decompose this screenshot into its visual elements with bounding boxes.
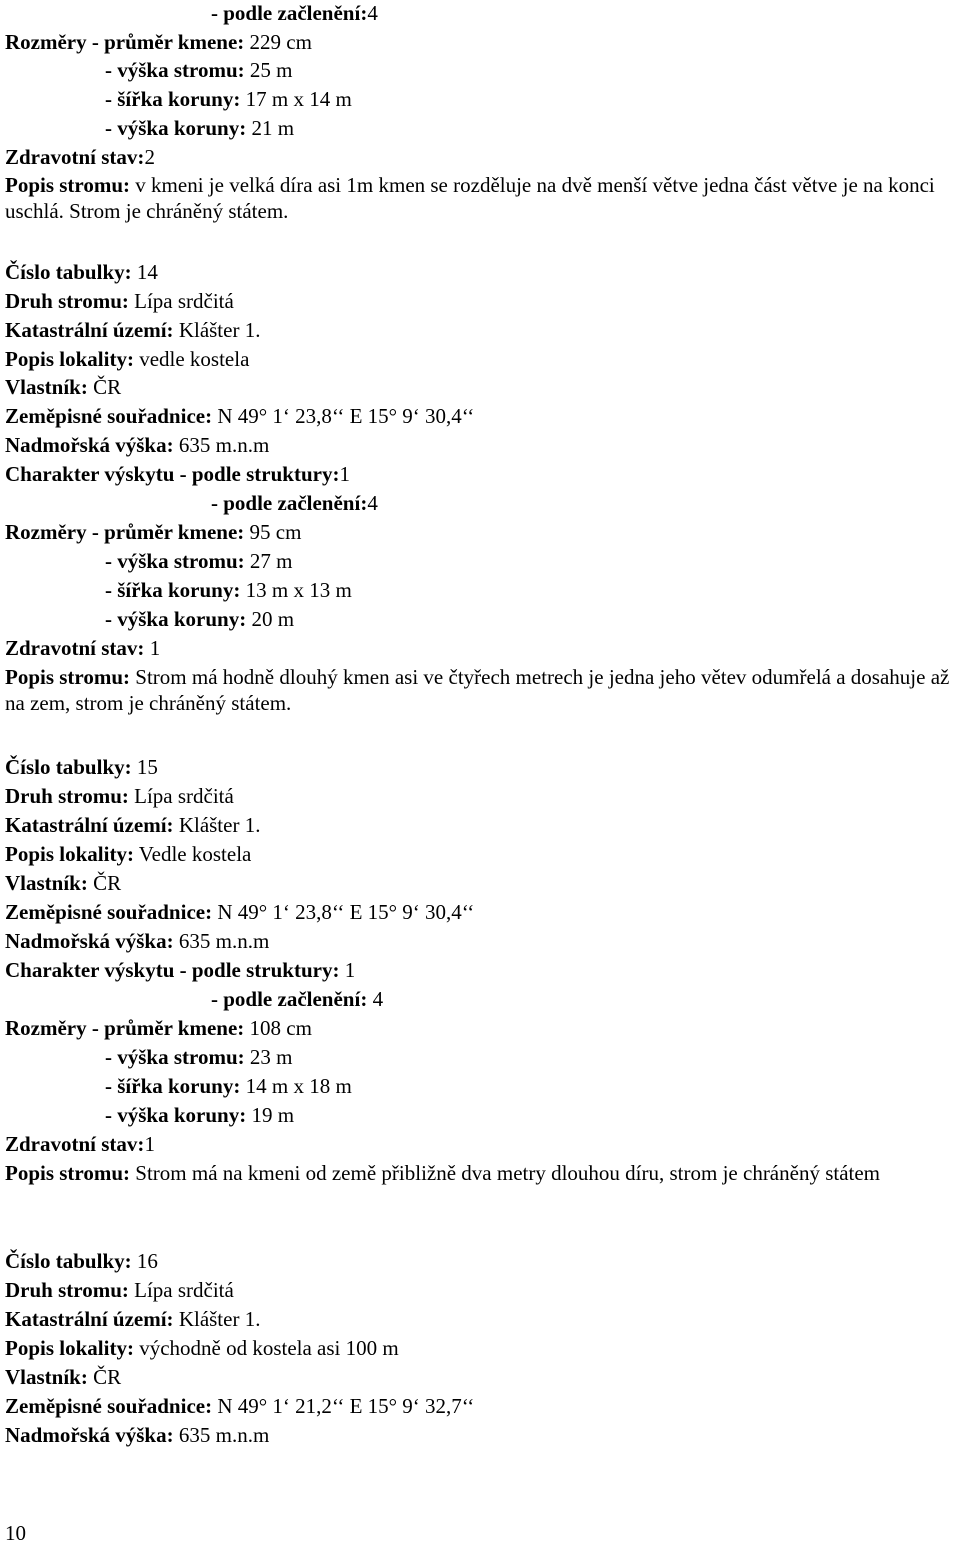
souradnice-value: N 49° 1‘ 21,2‘‘ E 15° 9‘ 32,7‘‘ <box>212 1394 475 1418</box>
prumer-line <box>5 1015 312 1041</box>
vlastnik-line <box>5 374 121 400</box>
katastr-line <box>5 812 260 838</box>
vyska-value: 23 m <box>244 1045 293 1069</box>
nadmorska-label: Nadmořská výška: <box>5 1423 174 1447</box>
vyska-label: - výška stromu: <box>105 549 245 573</box>
sirka-value: 13 m x 13 m <box>240 578 352 602</box>
zaclen-line <box>211 0 378 26</box>
katastr-value: Klášter 1. <box>173 1307 261 1331</box>
zaclen-line <box>211 490 378 516</box>
druh-label: Druh stromu: <box>5 784 129 808</box>
zdrav-line <box>5 144 155 170</box>
popis-label: Popis stromu: <box>5 173 131 197</box>
lokalita-value: Vedle kostela <box>133 842 252 866</box>
druh-value: Lípa srdčitá <box>128 784 234 808</box>
popis-value: Strom má na kmeni od země přibližně dva metry dlouhou díru, strom je chráněný státem <box>130 1161 881 1185</box>
sirka-value: 17 m x 14 m <box>240 87 352 111</box>
zdrav-value: 1 <box>144 1132 155 1156</box>
zdrav-line <box>5 1131 155 1157</box>
cislo-value: 16 <box>131 1249 158 1273</box>
zdrav-label: Zdravotní stav: <box>5 1132 145 1156</box>
katastr-value: Klášter 1. <box>173 318 261 342</box>
souradnice-value: N 49° 1‘ 23,8‘‘ E 15° 9‘ 30,4‘‘ <box>212 404 475 428</box>
souradnice-label: Zeměpisné souřadnice: <box>5 900 213 924</box>
druh-label: Druh stromu: <box>5 1278 129 1302</box>
vyskakor-value: 20 m <box>246 607 295 631</box>
charakter-value: 1 <box>339 462 350 486</box>
sirka-value: 14 m x 18 m <box>240 1074 352 1098</box>
prumer-line <box>5 519 301 545</box>
zdrav-label: Zdravotní stav: <box>5 145 145 169</box>
vyskakor-label: - výška koruny: <box>105 607 247 631</box>
katastr-label: Katastrální území: <box>5 318 174 342</box>
zaclen-value: 4 <box>367 987 384 1011</box>
druh-line <box>5 1277 234 1303</box>
nadmorska-label: Nadmořská výška: <box>5 929 174 953</box>
prumer-label: Rozměry - průměr kmene: <box>5 520 245 544</box>
lokalita-label: Popis lokality: <box>5 347 134 371</box>
prumer-label: Rozměry - průměr kmene: <box>5 30 245 54</box>
lokalita-label: Popis lokality: <box>5 1336 134 1360</box>
vyska-line <box>105 57 292 83</box>
cislo-label: Číslo tabulky: <box>5 1249 132 1273</box>
popis-line <box>5 664 955 716</box>
popis-line <box>5 1160 955 1186</box>
vlastnik-value: ČR <box>87 375 122 399</box>
cislo-label: Číslo tabulky: <box>5 260 132 284</box>
zaclen-line <box>211 986 383 1012</box>
prumer-value: 108 cm <box>244 1016 312 1040</box>
katastr-line <box>5 1306 260 1332</box>
vyska-value: 25 m <box>244 58 293 82</box>
sirka-label: - šířka koruny: <box>105 87 241 111</box>
sirka-label: - šířka koruny: <box>105 578 241 602</box>
zaclen-label: - podle začlenění: <box>211 987 368 1011</box>
vlastnik-line <box>5 870 121 896</box>
zdrav-value: 1 <box>144 636 161 660</box>
druh-line <box>5 288 234 314</box>
lokalita-line <box>5 1335 399 1361</box>
zaclen-value: 4 <box>367 1 378 25</box>
nadmorska-value: 635 m.n.m <box>173 1423 270 1447</box>
sirka-line <box>105 1073 352 1099</box>
charakter-line <box>5 957 355 983</box>
prumer-value: 229 cm <box>244 30 312 54</box>
lokalita-value: vedle kostela <box>133 347 250 371</box>
druh-label: Druh stromu: <box>5 289 129 313</box>
vyskakor-line <box>105 1102 294 1128</box>
charakter-value: 1 <box>339 958 356 982</box>
katastr-label: Katastrální území: <box>5 1307 174 1331</box>
prumer-value: 95 cm <box>244 520 302 544</box>
katastr-label: Katastrální území: <box>5 813 174 837</box>
souradnice-label: Zeměpisné souřadnice: <box>5 404 213 428</box>
vyskakor-label: - výška koruny: <box>105 1103 247 1127</box>
cislo-value: 15 <box>131 755 158 779</box>
popis-value: Strom má hodně dlouhý kmen asi ve čtyřech metrech je jedna jeho větev odumřelá a dosahuje až na zem, strom je chráněný státem. <box>5 665 950 715</box>
vyskakor-value: 21 m <box>246 116 295 140</box>
zdrav-value: 2 <box>144 145 155 169</box>
page-number: 10 <box>5 1521 26 1545</box>
souradnice-line <box>5 403 474 429</box>
vyskakor-label: - výška koruny: <box>105 116 247 140</box>
sirka-label: - šířka koruny: <box>105 1074 241 1098</box>
zaclen-label: - podle začlenění: <box>211 491 368 515</box>
cislo-value: 14 <box>131 260 158 284</box>
vyska-line <box>105 548 292 574</box>
lokalita-line <box>5 841 251 867</box>
vyska-label: - výška stromu: <box>105 58 245 82</box>
sirka-line <box>105 86 352 112</box>
charakter-label: Charakter výskytu - podle struktury: <box>5 462 340 486</box>
vyskakor-line <box>105 606 294 632</box>
popis-label: Popis stromu: <box>5 665 131 689</box>
souradnice-line <box>5 1393 474 1419</box>
druh-line <box>5 783 234 809</box>
vyskakor-value: 19 m <box>246 1103 295 1127</box>
popis-line <box>5 172 955 224</box>
zaclen-value: 4 <box>367 491 378 515</box>
souradnice-line <box>5 899 474 925</box>
nadmorska-value: 635 m.n.m <box>173 433 270 457</box>
lokalita-label: Popis lokality: <box>5 842 134 866</box>
popis-value: v kmeni je velká díra asi 1m kmen se rozděluje na dvě menší větve jedna část větve je na konci uschlá. Strom je chráněný státem. <box>5 173 935 223</box>
vyska-label: - výška stromu: <box>105 1045 245 1069</box>
vlastnik-line <box>5 1364 121 1390</box>
zdrav-line <box>5 635 160 661</box>
cislo-line <box>5 259 158 285</box>
vlastnik-value: ČR <box>87 1365 122 1389</box>
druh-value: Lípa srdčitá <box>128 289 234 313</box>
charakter-line <box>5 461 350 487</box>
nadmorska-line <box>5 432 269 458</box>
vlastnik-value: ČR <box>87 871 122 895</box>
zdrav-label: Zdravotní stav: <box>5 636 145 660</box>
katastr-value: Klášter 1. <box>173 813 261 837</box>
sirka-line <box>105 577 352 603</box>
lokalita-value: východně od kostela asi 100 m <box>133 1336 399 1360</box>
popis-label: Popis stromu: <box>5 1161 131 1185</box>
cislo-line <box>5 1248 158 1274</box>
souradnice-value: N 49° 1‘ 23,8‘‘ E 15° 9‘ 30,4‘‘ <box>212 900 475 924</box>
cislo-line <box>5 754 158 780</box>
lokalita-line <box>5 346 249 372</box>
vyskakor-line <box>105 115 294 141</box>
nadmorska-line <box>5 928 269 954</box>
druh-value: Lípa srdčitá <box>128 1278 234 1302</box>
vlastnik-label: Vlastník: <box>5 871 88 895</box>
nadmorska-label: Nadmořská výška: <box>5 433 174 457</box>
nadmorska-line <box>5 1422 269 1448</box>
zaclen-label: - podle začlenění: <box>211 1 368 25</box>
charakter-label: Charakter výskytu - podle struktury: <box>5 958 340 982</box>
prumer-label: Rozměry - průměr kmene: <box>5 1016 245 1040</box>
vlastnik-label: Vlastník: <box>5 1365 88 1389</box>
souradnice-label: Zeměpisné souřadnice: <box>5 1394 213 1418</box>
prumer-line <box>5 29 312 55</box>
cislo-label: Číslo tabulky: <box>5 755 132 779</box>
katastr-line <box>5 317 260 343</box>
vyska-value: 27 m <box>244 549 293 573</box>
vyska-line <box>105 1044 292 1070</box>
vlastnik-label: Vlastník: <box>5 375 88 399</box>
nadmorska-value: 635 m.n.m <box>173 929 270 953</box>
